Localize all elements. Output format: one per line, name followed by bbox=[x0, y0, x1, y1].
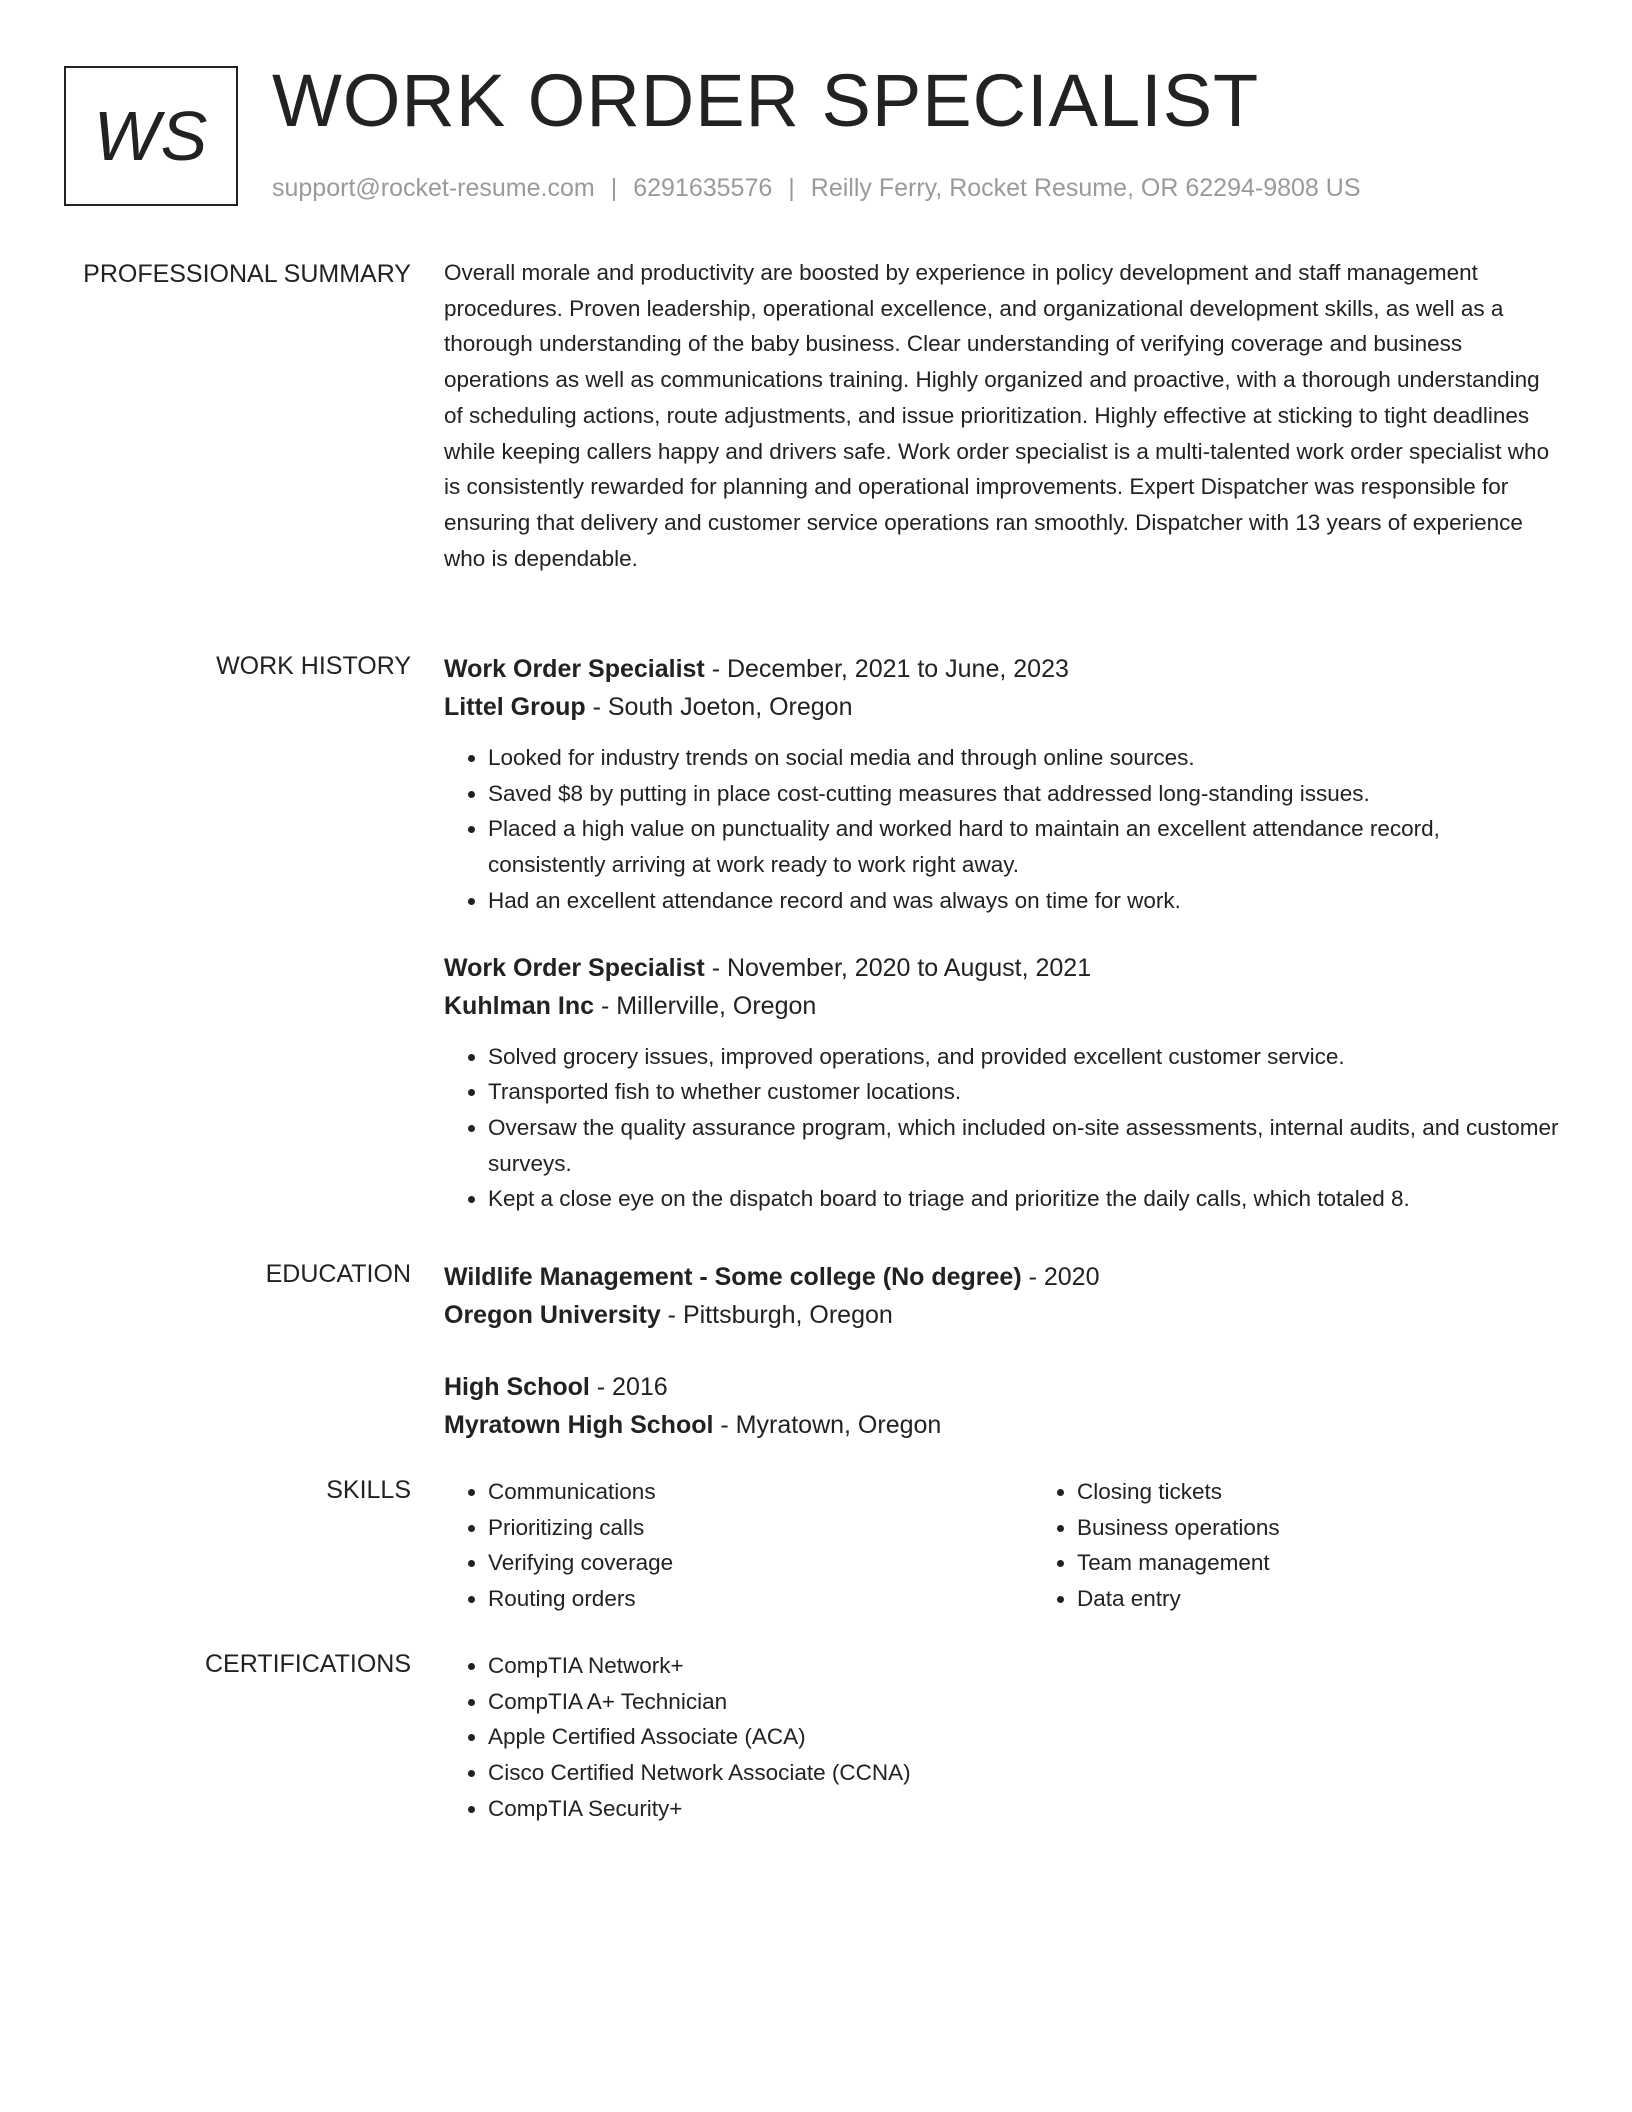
contact-phone[interactable]: 6291635576 bbox=[633, 174, 773, 202]
summary-body bbox=[444, 258, 1560, 576]
section-heading-certifications: CERTIFICATIONS bbox=[204, 1650, 411, 1678]
skills-body bbox=[444, 1474, 1560, 1617]
job-company: Littel Group bbox=[444, 693, 586, 721]
skill-item: • Verifying coverage bbox=[488, 1545, 1033, 1581]
monogram-logo: WS bbox=[64, 66, 238, 206]
education-year: - 2016 bbox=[589, 1373, 668, 1401]
section-heading-skills: SKILLS bbox=[326, 1476, 411, 1504]
job-company-line bbox=[444, 987, 1560, 1025]
job-entry bbox=[444, 650, 1560, 919]
job-location: - South Joeton, Oregon bbox=[585, 693, 853, 721]
job-bullet: • Transported fish to whether customer locations. bbox=[488, 1074, 1560, 1110]
job-title: Work Order Specialist bbox=[444, 655, 705, 683]
contact-email[interactable]: support@rocket-resume.com bbox=[272, 174, 595, 202]
education-entry bbox=[444, 1258, 1560, 1334]
education-degree: Wildlife Management - Some college (No degree) bbox=[444, 1263, 1022, 1291]
job-bullet: • Saved $8 by putting in place cost-cutting measures that addressed long-standing issues. bbox=[488, 776, 1560, 812]
skill-item: • Communications bbox=[488, 1474, 1033, 1510]
job-company-line bbox=[444, 688, 1560, 726]
job-entry bbox=[444, 949, 1560, 1218]
work-history-body bbox=[444, 650, 1560, 1217]
job-bullet: • Solved grocery issues, improved operations, and provided excellent customer service. bbox=[488, 1039, 1560, 1075]
skill-item: • Business operations bbox=[1077, 1510, 1280, 1546]
certification-item: • CompTIA A+ Technician bbox=[488, 1684, 1560, 1720]
certification-item: • Apple Certified Associate (ACA) bbox=[488, 1719, 1560, 1755]
job-bullets bbox=[444, 740, 1560, 919]
education-location: - Myratown, Oregon bbox=[713, 1411, 942, 1439]
certifications-body bbox=[444, 1648, 1560, 1827]
contact-address: Reilly Ferry, Rocket Resume, OR 62294-9808 US bbox=[810, 174, 1361, 202]
education-body bbox=[444, 1258, 1560, 1444]
education-degree: High School bbox=[444, 1373, 590, 1401]
job-location: - Millerville, Oregon bbox=[594, 991, 817, 1020]
contact-separator: | bbox=[788, 174, 795, 202]
job-bullet: • Oversaw the quality assurance program, which included on-site assessments, internal audits, and customer surveys. bbox=[488, 1110, 1560, 1181]
education-entry bbox=[444, 1368, 1560, 1444]
certifications-list bbox=[444, 1648, 1560, 1827]
summary-text: Overall morale and productivity are boosted by experience in policy development and staff management procedures. Proven leadership, operational excellence, and organizational development skills, as well as a thorough understanding of the baby business. Clear understanding of verifying coverage and business operations as well as communications training. Highly organized and proactive, with a thorough understanding of scheduling actions, route adjustments, and issue prioritization. Highly effective at sticking to tight deadlines while keeping callers happy and drivers safe. Work order specialist is a multi-talented work order specialist who is consistently rewarded for planning and operational improvements. Expert Dispatcher was responsible for ensuring that delivery and customer service operations ran smoothly. Dispatcher with 13 years of experience who is dependable. bbox=[444, 260, 1550, 571]
education-degree-line bbox=[444, 1368, 1560, 1406]
skills-list bbox=[444, 1474, 1033, 1617]
job-bullets bbox=[444, 1039, 1560, 1218]
job-company: Kuhlman Inc bbox=[444, 991, 595, 1020]
skill-item: • Team management bbox=[1077, 1545, 1280, 1581]
job-dates: - November, 2020 to August, 2021 bbox=[704, 953, 1092, 982]
certification-item: • Cisco Certified Network Associate (CCNA) bbox=[488, 1755, 1560, 1791]
skill-item: • Data entry bbox=[1077, 1581, 1280, 1617]
job-bullet: • Kept a close eye on the dispatch board to triage and prioritize the daily calls, which totaled 8. bbox=[488, 1181, 1560, 1217]
skill-item: • Routing orders bbox=[488, 1581, 1033, 1617]
education-location: - Pittsburgh, Oregon bbox=[660, 1301, 893, 1329]
job-title: Work Order Specialist bbox=[444, 953, 705, 982]
education-school-line bbox=[444, 1406, 1560, 1444]
job-bullet: • Placed a high value on punctuality and worked hard to maintain an excellent attendance record, consistently arriving at work ready to work right away. bbox=[488, 811, 1560, 882]
skills-list bbox=[1033, 1474, 1280, 1617]
education-year: - 2020 bbox=[1021, 1263, 1100, 1291]
job-bullet: • Had an excellent attendance record and was always on time for work. bbox=[488, 883, 1560, 919]
section-heading-education: EDUCATION bbox=[265, 1260, 411, 1288]
job-title-line bbox=[444, 650, 1560, 688]
resume-title: WORK ORDER SPECIALIST bbox=[272, 59, 1260, 142]
job-title-line bbox=[444, 949, 1560, 987]
job-bullet: • Looked for industry trends on social media and through online sources. bbox=[488, 740, 1560, 776]
contact-separator: | bbox=[610, 174, 618, 202]
education-school: Oregon University bbox=[444, 1301, 661, 1329]
certification-item: • CompTIA Network+ bbox=[488, 1648, 1560, 1684]
job-dates: - December, 2021 to June, 2023 bbox=[704, 655, 1069, 683]
skill-item: • Closing tickets bbox=[1077, 1474, 1280, 1510]
section-heading-work-history: WORK HISTORY bbox=[216, 652, 411, 680]
education-school-line bbox=[444, 1296, 1560, 1334]
education-school: Myratown High School bbox=[444, 1411, 714, 1439]
certification-item: • CompTIA Security+ bbox=[488, 1791, 1560, 1827]
section-heading-summary: PROFESSIONAL SUMMARY bbox=[83, 260, 411, 288]
skill-item: • Prioritizing calls bbox=[488, 1510, 1033, 1546]
education-degree-line bbox=[444, 1258, 1560, 1296]
contact-line bbox=[272, 174, 1361, 203]
